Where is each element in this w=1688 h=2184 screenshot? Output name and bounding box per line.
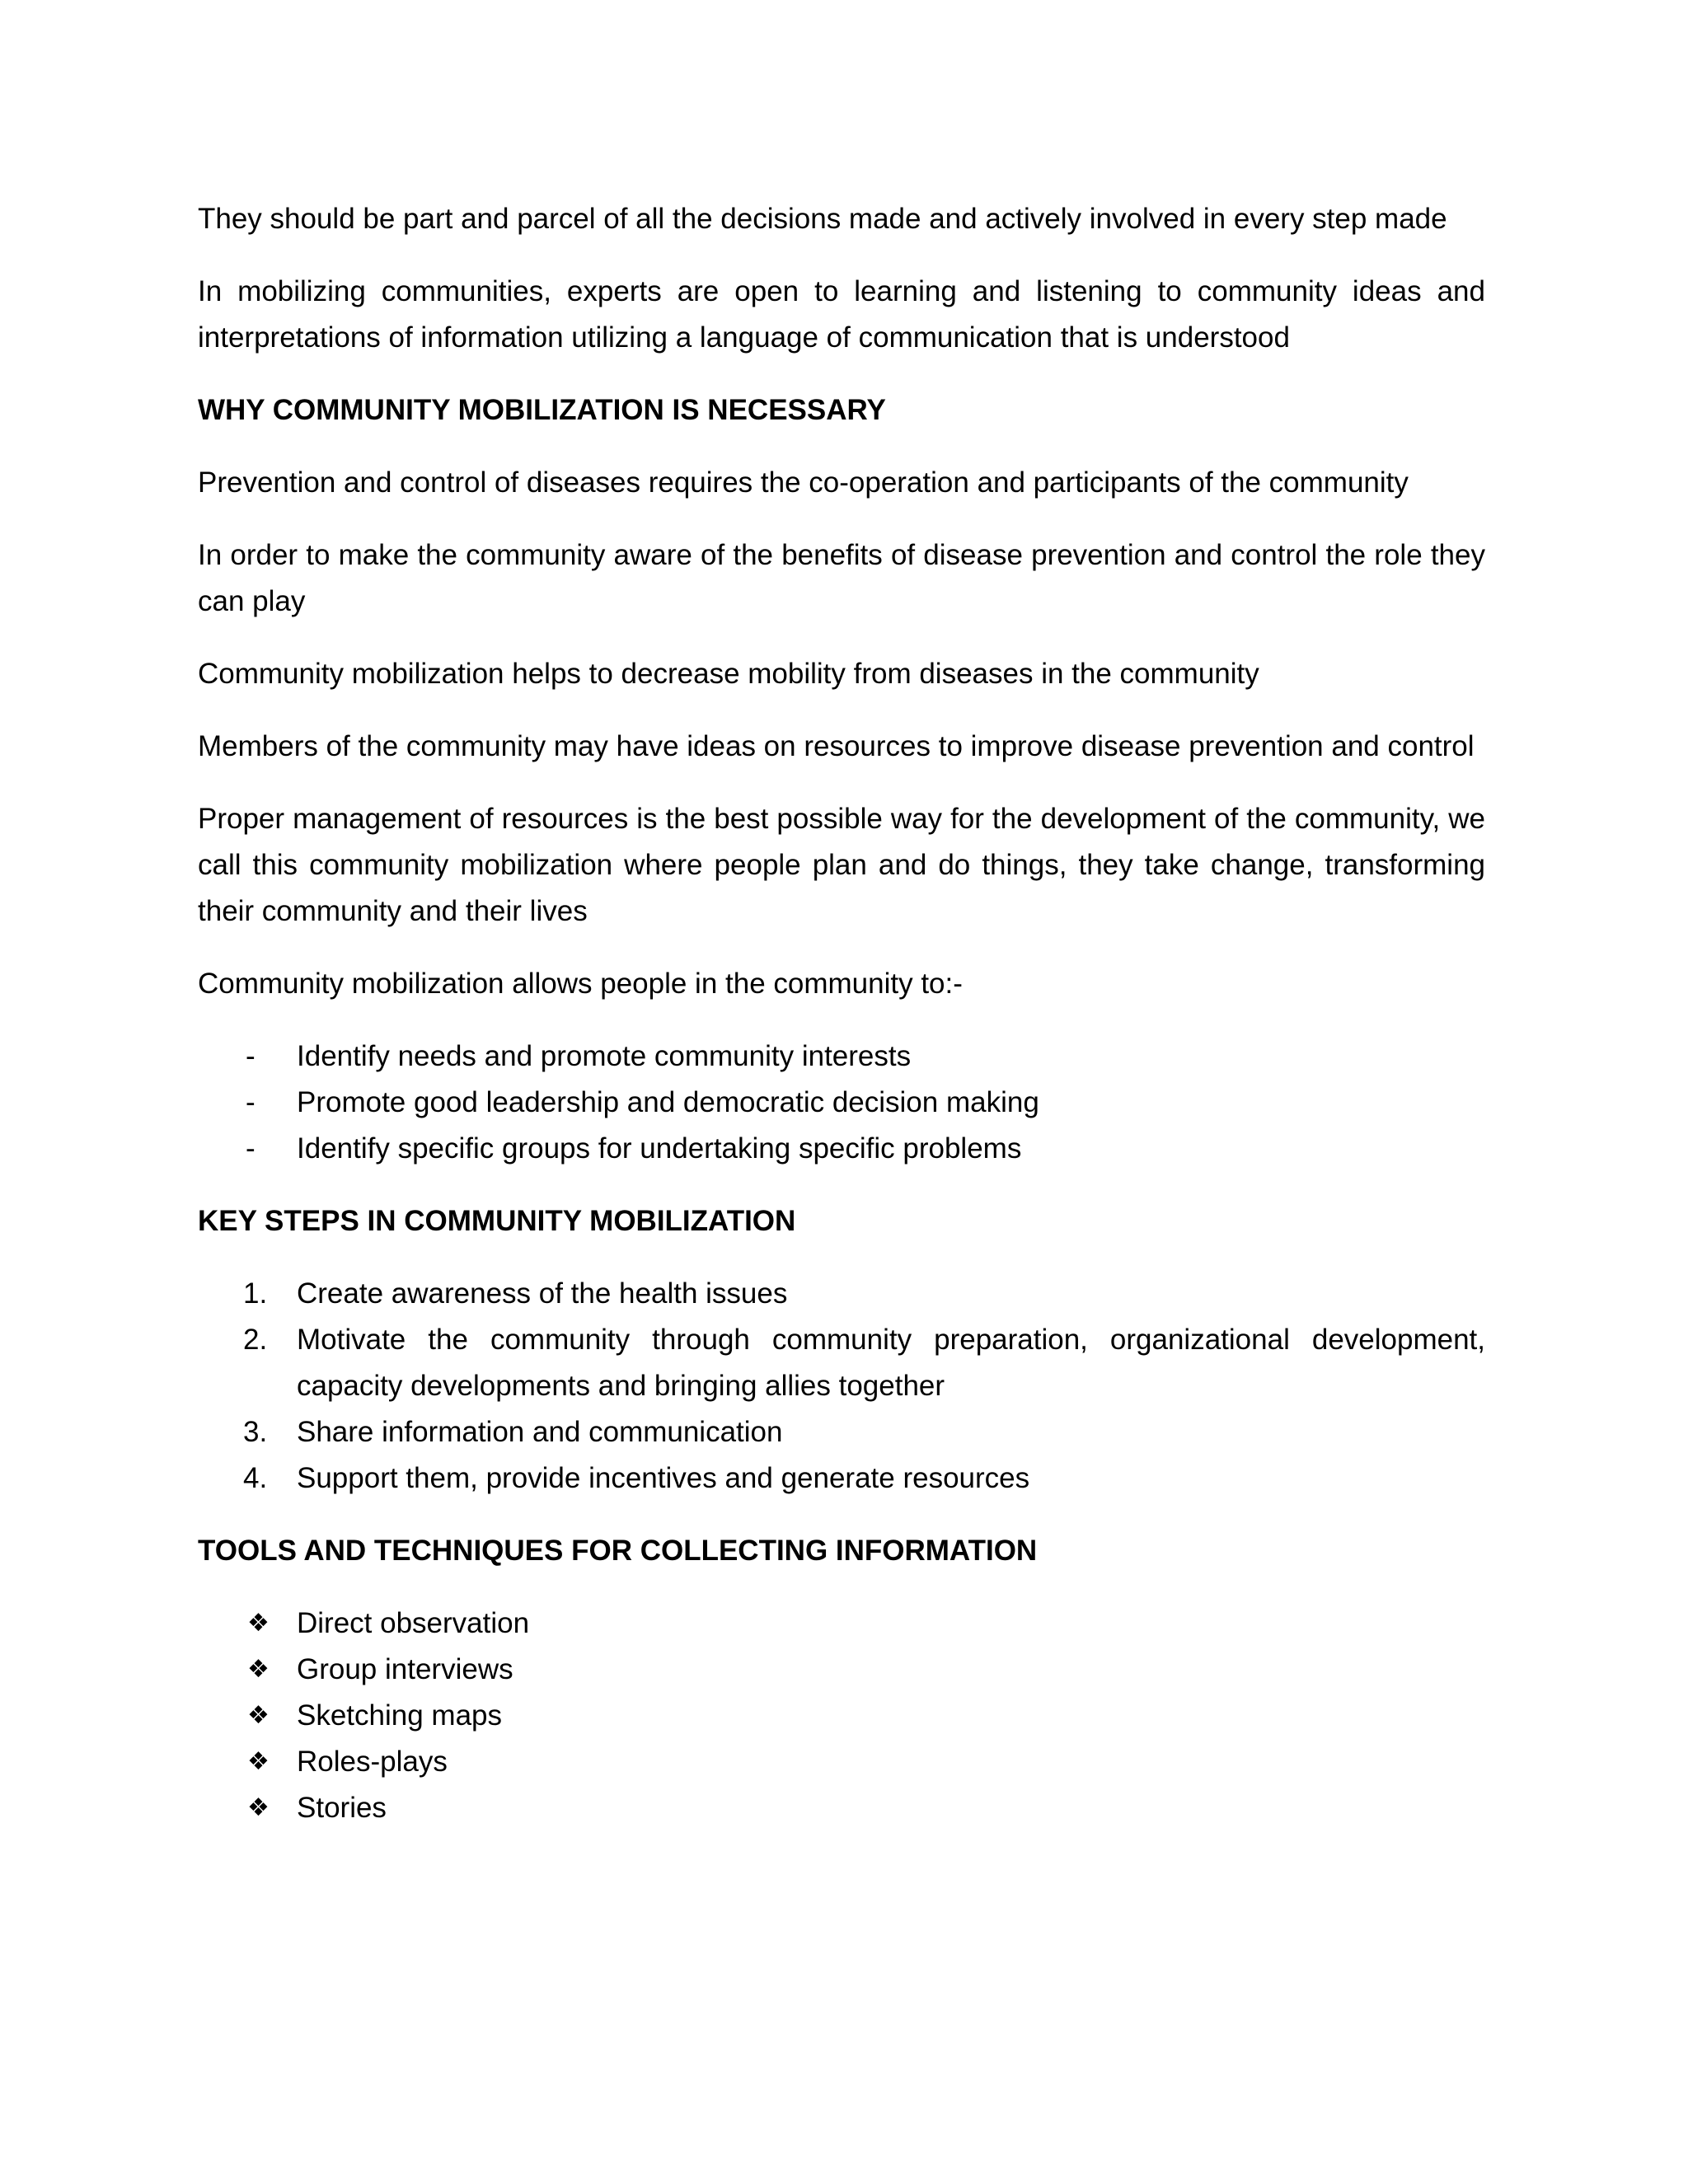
- list-item: [198, 1080, 1485, 1126]
- step-number: 1.: [243, 1277, 268, 1310]
- why-paragraph-2: In order to make the community aware of the benefits of disease prevention and control the role they can play: [198, 539, 1485, 617]
- list-item: [198, 1647, 1485, 1693]
- diamond-bullet-icon: ❖: [247, 1747, 270, 1776]
- list-item-text: Share information and communication: [297, 1416, 783, 1448]
- why-paragraph-5: Proper management of resources is the best possible way for the development of the community, we call this community mobilization where people plan and do things, they take change, transforming their community and their lives: [198, 803, 1485, 927]
- list-item-text: Promote good leadership and democratic decision making: [297, 1086, 1039, 1118]
- list-item: [198, 1601, 1485, 1647]
- list-item: [198, 1409, 1485, 1455]
- list-item-text: Stories: [297, 1792, 387, 1824]
- list-item: [198, 1693, 1485, 1739]
- list-item-text: Roles-plays: [297, 1746, 448, 1778]
- list-item-text: Direct observation: [297, 1607, 530, 1639]
- list-item-text: Create awareness of the health issues: [297, 1277, 788, 1310]
- why-paragraph-4: Members of the community may have ideas on resources to improve disease prevention and control: [198, 730, 1475, 762]
- list-item-text: Sketching maps: [297, 1699, 503, 1732]
- intro-paragraph-1: They should be part and parcel of all the decisions made and actively involved in every step made: [198, 203, 1447, 235]
- diamond-bullet-icon: ❖: [247, 1793, 270, 1822]
- list-item: [198, 1033, 1485, 1080]
- section-heading-tools: TOOLS AND TECHNIQUES FOR COLLECTING INFORMATION: [198, 1535, 1038, 1567]
- dash-marker: -: [246, 1086, 256, 1118]
- dash-marker: -: [246, 1132, 256, 1165]
- list-item: [198, 1785, 1485, 1831]
- why-paragraph-3: Community mobilization helps to decrease mobility from diseases in the community: [198, 658, 1259, 690]
- step-number: 2.: [243, 1324, 268, 1356]
- list-item-text: Group interviews: [297, 1653, 513, 1685]
- list-item: [198, 1126, 1485, 1172]
- section-heading-steps: KEY STEPS IN COMMUNITY MOBILIZATION: [198, 1205, 796, 1237]
- diamond-bullet-icon: ❖: [247, 1655, 270, 1684]
- list-item: [198, 1739, 1485, 1785]
- document-page: [198, 196, 1485, 1858]
- why-paragraph-6: Community mobilization allows people in the community to:-: [198, 968, 963, 1000]
- diamond-bullet-list: [198, 1601, 1485, 1831]
- list-item-text: Identify specific groups for undertaking specific problems: [297, 1132, 1022, 1165]
- list-item: [198, 1455, 1485, 1502]
- step-number: 4.: [243, 1462, 268, 1494]
- list-item: [198, 1317, 1485, 1409]
- list-item-text: Support them, provide incentives and generate resources: [297, 1462, 1030, 1494]
- why-paragraph-1: Prevention and control of diseases requires the co-operation and participants of the community: [198, 466, 1409, 499]
- step-number: 3.: [243, 1416, 268, 1448]
- section-heading-why: WHY COMMUNITY MOBILIZATION IS NECESSARY: [198, 394, 886, 426]
- list-item-text: Motivate the community through community preparation, organizational development, capacity developments and bringing allies together: [297, 1324, 1485, 1402]
- numbered-list: [198, 1271, 1485, 1502]
- list-item: [198, 1271, 1485, 1317]
- dash-marker: -: [246, 1040, 256, 1072]
- diamond-bullet-icon: ❖: [247, 1609, 270, 1638]
- list-item-text: Identify needs and promote community interests: [297, 1040, 912, 1072]
- diamond-bullet-icon: ❖: [247, 1701, 270, 1730]
- dash-list: [198, 1033, 1485, 1172]
- intro-paragraph-2: In mobilizing communities, experts are open to learning and listening to community ideas and interpretations of information utilizing a language of communication that is understood: [198, 275, 1485, 354]
